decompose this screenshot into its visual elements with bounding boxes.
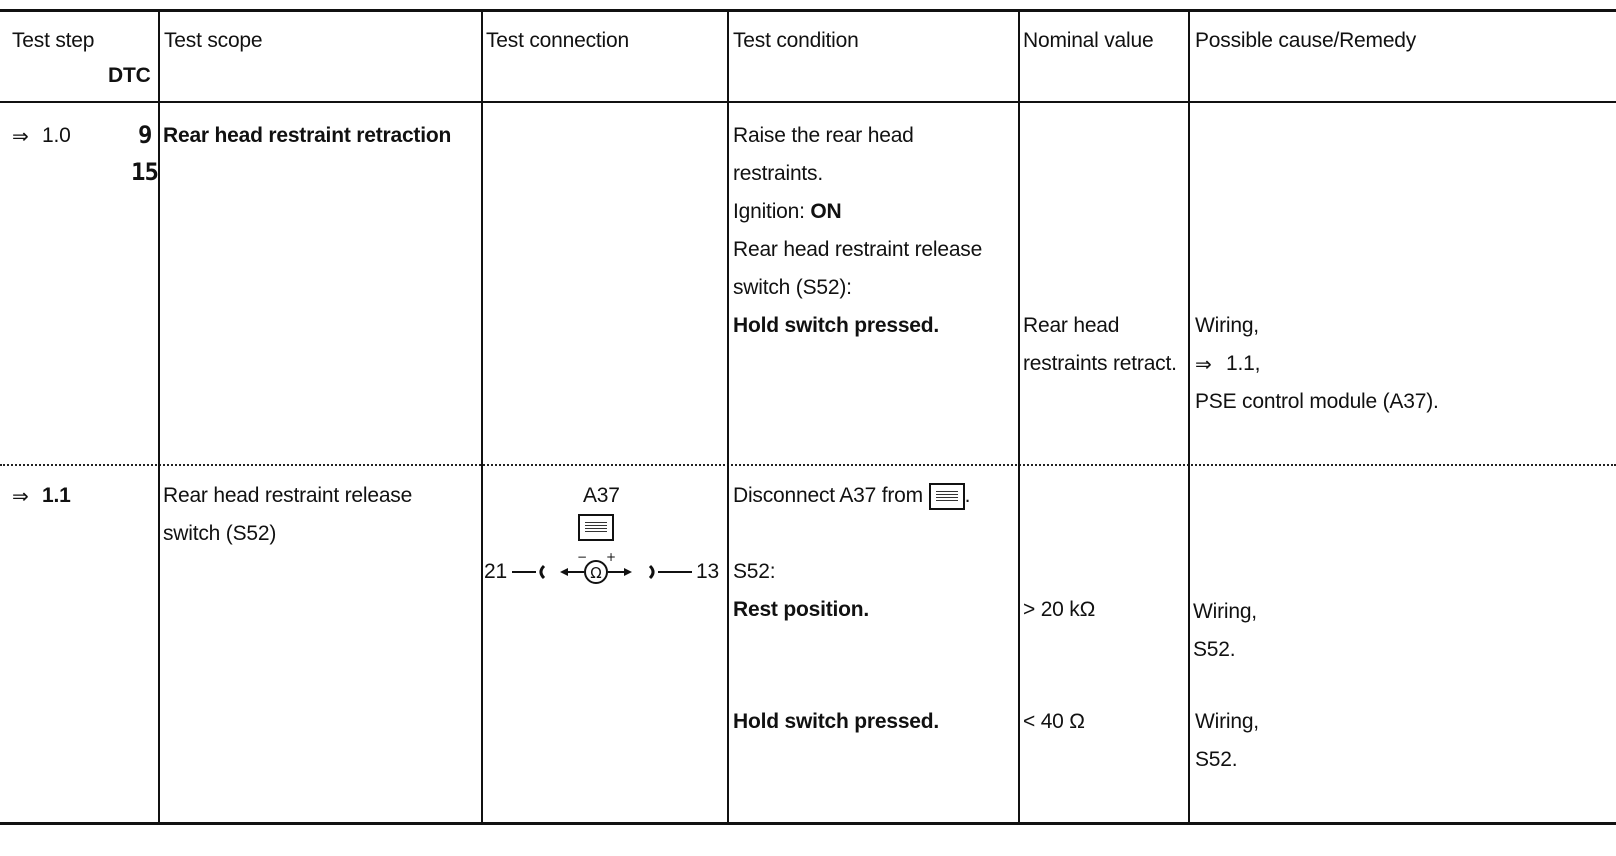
step-arrow-icon: ⇒ (12, 124, 29, 148)
connection-module-label: A37 (583, 484, 620, 507)
step-arrow-icon: ⇒ (12, 484, 29, 508)
test-scope: Rear head restraint release (163, 484, 413, 507)
header-dtc: DTC (108, 64, 151, 87)
col-divider-nominal (1188, 11, 1190, 824)
dtc-code: 15 (131, 158, 158, 186)
step-number: 1.1 (42, 484, 71, 507)
col-divider-condition (1018, 11, 1020, 824)
condition-disconnect-end: . (964, 484, 971, 507)
col-divider-scope (481, 11, 483, 824)
cause-line: S52. (1195, 748, 1238, 771)
condition-line: Rear head restraint release (733, 238, 983, 261)
condition-action: Hold switch pressed. (733, 710, 940, 733)
header-test-scope: Test scope (164, 29, 263, 52)
header-test-connection: Test connection (486, 29, 629, 52)
cause-line: Wiring, (1195, 710, 1259, 733)
meter-minus: − (576, 552, 588, 564)
ohmmeter-icon (510, 552, 700, 592)
header-nominal-value: Nominal value (1023, 29, 1154, 52)
control-module-icon (578, 514, 614, 541)
header-bottom-rule (0, 101, 1616, 103)
col-divider-connection (727, 11, 729, 824)
condition-ignition-value: ON (810, 200, 842, 223)
test-scope: Rear head restraint retraction (163, 124, 452, 147)
condition-action: Hold switch pressed. (733, 314, 940, 337)
table-bottom-rule (0, 822, 1616, 825)
dtc-code: 9 (138, 121, 152, 149)
nominal-value: > 20 kΩ (1023, 598, 1096, 621)
header-test-condition: Test condition (733, 29, 859, 52)
condition-line: Raise the rear head (733, 124, 914, 147)
cause-line: S52. (1193, 638, 1236, 661)
meter-plus: + (605, 552, 617, 564)
connection-pin-left: 21 (484, 560, 507, 583)
condition-disconnect-text: Disconnect A37 from (733, 484, 923, 507)
connection-pin-right: 13 (696, 560, 719, 583)
condition-ignition (733, 193, 842, 231)
col-divider-step (158, 11, 160, 824)
step-number: 1.0 (42, 124, 71, 147)
meter-arrow-left (560, 568, 568, 576)
probe-left (541, 566, 544, 578)
condition-disconnect (733, 477, 970, 515)
probe-right (650, 566, 653, 578)
nominal-value: < 40 Ω (1023, 710, 1085, 733)
condition-line: S52: (733, 560, 776, 583)
cause-line: Wiring, (1193, 600, 1257, 623)
condition-line: switch (S52): (733, 276, 852, 299)
cause-arrow-icon: ⇒ (1195, 352, 1212, 376)
cause-line: Wiring, (1195, 314, 1259, 337)
condition-line: restraints. (733, 162, 823, 185)
table-top-rule (0, 9, 1616, 12)
nominal-value: restraints retract. (1023, 352, 1177, 375)
condition-ignition-label: Ignition: (733, 200, 811, 223)
row-divider (0, 464, 1616, 466)
cause-line: 1.1, (1226, 352, 1261, 375)
header-test-step: Test step (12, 29, 95, 52)
nominal-value: Rear head (1023, 314, 1120, 337)
header-possible-cause: Possible cause/Remedy (1195, 29, 1417, 52)
meter-symbol: Ω (590, 564, 602, 582)
meter-arrow-right (624, 568, 632, 576)
control-module-icon (929, 483, 965, 510)
test-scope: switch (S52) (163, 522, 277, 545)
cause-line: PSE control module (A37). (1195, 390, 1439, 413)
condition-action: Rest position. (733, 598, 870, 621)
